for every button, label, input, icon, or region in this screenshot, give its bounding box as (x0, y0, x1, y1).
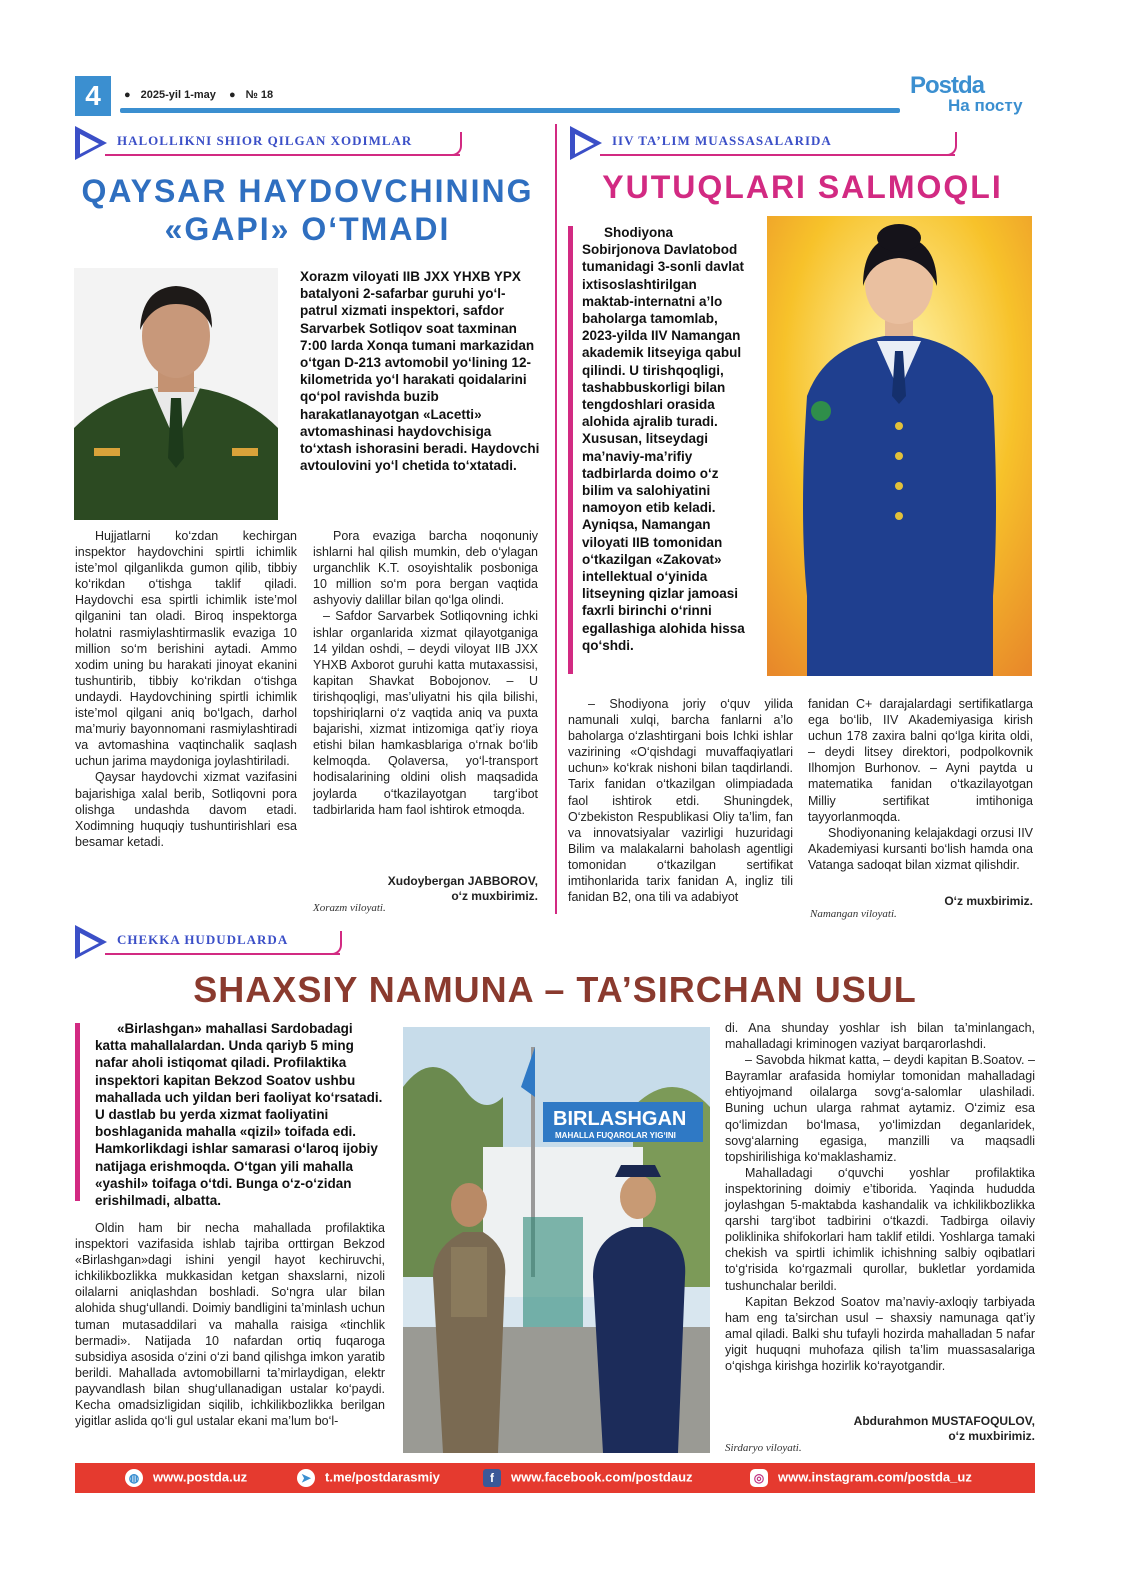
article3-col2: di. Ana shunday yoshlar ish bilan ta’minlangach, mahalladagi kriminogen vaziyat barqarorlashdi. – Savobda hikmat katta, – deydi kapitan B.Soatov. – Bayramlar arafasida homiylar tomonidan mahalladagi ehtiyojmand oilalarga sovg‘a-salomlar ulashiladi. Buning uchun ularga rahmat aytamiz. O‘zimiz esa qo‘limizdan bo‘lmasa, yo‘limizdan deganlaridek, sovg‘alarning egasiga, manzilli va maqsadli topshirilishiga ko‘maklashamiz. Mahalladagi o‘quvchi yoshlar profilaktika inspektorining doimiy e’tiborida. Yaqinda hududda joylashgan 5-maktabda kashandalik va ichkilikbozlikka qarshi targ‘ibot tadbirini o‘tkazdi. Tadbirga oilaviy poliklinika shifokorlari ham taklif etildi. Yoshlarga tamaki chekish va spirtli ichimlik ichishning salbiy oqibatlari to‘g‘risida ko‘rgazmali qurollar, bukletlar yordamida tushunchalar berildi. Kapitan Bekzod Soatov ma’naviy-axloqiy tarbiyada ham eng ta’sirchan usul – shaxsiy namunaga qat’iy amal qiladi. Balki shu tufayli hozirda mahalladan 5 nafar yigit huquqni muhofaza qilish ta’lim muassasalariga o‘qishga kirishga hozirlik ko‘rayotgandir. (725, 1021, 1035, 1373)
issue-date: 2025-yil 1-may (140, 89, 216, 101)
column-divider (555, 124, 557, 914)
article2-place: Namangan viloyati. (810, 908, 897, 920)
article1-col2: Pora evaziga barcha noqonuniy ishlarni hal qilish mumkin, deb o‘ylagan urganchlik K.T. osoyishtalik posboniga 10 million so‘m pora bergan vaqtida ashyoviy dalillar bilan qo‘lga olindi. – Safdor Sarvarbek Sotliqovning ichki ishlar organlarida xizmat qilayotganiga 14 yildan oshdi, – deydi viloyat IIB JXX YHXB Axborot guruhi katta mutaxassisi, kapitan Shavkat Bobojonov. – U tirishqoqligi, mas’uliyatni his qila bilishi, topshiriqlarni o‘z vaqtida aniq va puxta bajarishi, xizmat intizomiga qat’iy rioya etishi bilan hamkasblariga o‘rnak bo‘lib kelmoqda. Qolaversa, yo‘l-transport hodisalarining oldini olish maqsadida joylarda o‘tkazilayotgan targ‘ibot tadbirlarida ham faol ishtirok etmoqda. (313, 529, 538, 817)
page-number: 4 (75, 76, 111, 116)
issue-meta (124, 89, 283, 101)
rubric-article3 (75, 927, 340, 955)
footer-telegram[interactable]: ➤ t.me/postdarasmiy (297, 1469, 440, 1487)
rubric-article1 (75, 128, 460, 156)
mahalla-street-photo (403, 1027, 710, 1453)
instagram-icon: ◎ (750, 1469, 768, 1487)
article1-title: QAYSAR HAYDOVCHINING «GAPI» O‘TMADI (81, 173, 534, 247)
article3-title: SHAXSIY NAMUNA – TA’SIRCHAN USUL (193, 969, 917, 1010)
article3-lead: «Birlashgan» mahallasi Sardobadagi katta mahallalardan. Unda qariyb 5 ming nafar aholi istiqomat qiladi. Profilaktika inspektori kapitan Bekzod Soatov ushbu mahallada uch yildan beri faoliyat ko‘rsatadi. U dastlab bu yerda xizmat faoliyatini boshlaganida mahalla «qizil» toifada edi. Hamkorlikdagi ishlar samarasi o‘laroq ijobiy natijaga erishmoqda. O‘tgan yili mahalla «yashil» toifaga o‘tdi. Bunga o‘z-o‘zidan erishilmadi, albatta. (95, 1021, 383, 1209)
article2-col1: – Shodiyona joriy o‘quv yilida namunali xulqi, barcha fanlarni a’lo baholarga o‘zlashtirgani bois Ichki ishlar vazirining «O‘qishdagi muvaffaqiyatlari uchun» ko‘krak nishoni bilan taqdirlandi. Tarix fanidan o‘tkazilgan olimpiadada faol ishtirok etdi. Shuningdek, O‘zbekiston Respublikasi Oliy ta’lim, fan va innovatsiyalar vazirligi huzuridagi Bilim va malakalarni baholash agentligi tomonidan o‘tkazilgan sertifikat imtihonlarida tarix fanidan A, ingliz tili fanidan B2, ona tili va adabiyot (568, 697, 793, 905)
article3-place: Sirdaryo viloyati. (725, 1442, 802, 1454)
cadet-portrait-photo (767, 216, 1032, 676)
facebook-icon: f (483, 1469, 501, 1487)
article3-signature: Abdurahmon MUSTAFOQULOV, o‘z muxbirimiz. (853, 1414, 1035, 1443)
rubric-article2 (570, 128, 955, 156)
lead-accent-bar (568, 226, 573, 674)
lead-accent-bar (75, 1023, 80, 1201)
header-rule (120, 108, 900, 113)
globe-icon: ◍ (125, 1469, 143, 1487)
article1-place: Xorazm viloyati. (313, 902, 386, 914)
article1-col1: Hujjatlarni ko‘zdan kechirgan inspektor haydovchini spirtli ichimlik iste’mol qilganlikda gumon qilib, tibbiy ko‘rikdan o‘tishga taklif qiladi. Haydovchi esa spirtli ichimlik iste’mol qilganini tan oladi. Biroq inspektorga holatni rasmiylashtirmaslik evaziga 10 million so‘m berishini aytadi. Ammo xodim uning bu harakati jinoyat ekanini tushuntirib, tibbiy ko‘rikdan o‘tishga undaydi. Haydovchining spirtli ichimlik iste’mol qilgani aniq bo‘lgach, darhol ma’muriy bayonnomani rasmiylashtiradi va avtomashina vaqtinchalik saqlash uchun jarima maydoniga joylashtiriladi. Qaysar haydovchi xizmat vazifasini bajarishiga xalal berib, Sotliqovni pora olishga undashda davom etadi. Xodimning huquqiy tushuntirishlari esa besamar ketadi. (75, 529, 297, 849)
bullet-icon: ● (228, 89, 236, 101)
newspaper-logo: Postda (910, 72, 985, 99)
footer-instagram[interactable]: ◎ www.instagram.com/postda_uz (750, 1469, 972, 1487)
article2-title: YUTUQLARI SALMOQLI (602, 169, 1003, 205)
footer-bar (75, 1463, 1035, 1493)
issue-number: № 18 (245, 89, 274, 101)
officer-portrait-photo (74, 268, 278, 520)
footer-website[interactable]: ◍ www.postda.uz (125, 1469, 247, 1487)
telegram-icon: ➤ (297, 1469, 315, 1487)
mahalla-sign-subtext: MAHALLA FUQAROLAR YIG‘INI (555, 1131, 676, 1140)
rubric-label: IIV TA’LIM MUASSASALARIDA (612, 133, 832, 148)
bullet-icon: ● (124, 89, 131, 101)
footer-facebook[interactable]: f www.facebook.com/postdauz (483, 1469, 693, 1487)
rubric-label: CHEKKA HUDUDLARDA (117, 932, 289, 947)
rubric-label: HALOLLIKNI SHIOR QILGAN XODIMLAR (117, 133, 413, 148)
article2-lead: Shodiyona Sobirjonova Davlatobod tumanidagi 3-sonli davlat ixtisoslashtirilgan maktab-internatni a’lo baholarga tamomlab, 2023-yilda IIV Namangan akademik litseyiga qabul qilindi. U tirishqoqligi, tashabbuskorligi bilan tengdoshlari orasida alohida ajralib turadi. Xususan, litseydagi ma’naviy-ma’rifiy tadbirlarda doimo o‘z bilim va salohiyatini namoyon etib keladi. Ayniqsa, Namangan viloyati IIB tomonidan o‘tkazilgan «Zakovat» intellektual o‘yinida litseyning qizlar jamoasi faxrli birinchi o‘rinni egallashiga alohida hissa qo‘shdi. (582, 225, 745, 653)
article3-col1: Oldin ham bir necha mahallada profilaktika inspektori vazifasida ishlab tajriba orttirgan Bekzod «Birlashgan»dagi ishini yengil hayot kechiruvchi, ichkilikbozlikka mukkasidan ketgan shaxslarni, nizoli oilalarni aniqlashdan boshladi. So‘ngra ular bilan alohida shug‘ullandi. Doimiy bandligini ta’minlash uchun tuman mutasaddilari va mahalla raisiga «tinchlik bermadi». Natijada 10 nafardan ortiq fuqaroga subsidiya asosida o‘zini o‘zi band qilishga imkon yaratib berildi. Mahallada avtomobillarni ta’mirlaydigan, elektr payvandlash bilan shug‘ullanadigan ustalar ko‘paydi. Kecha omadsizligidan siqilib, ichkilikbozlikka berilgan yigitlar aslida qo‘li gul ustalar ekani ma’lum bo‘l- (75, 1221, 385, 1429)
article1-lead: Xorazm viloyati IIB JXX YHXB YPX batalyoni 2-safarbar guruhi yo‘l-patrul xizmati inspektori, safdor Sarvarbek Sotliqov soat taxminan 7:00 larda Xonqa tumani markazidan o‘tgan D-213 avtomobil yo‘lining 12-kilometrida yo‘l harakati qoidalarini qo‘pol ravishda buzib harakatlanayotgan «Lacetti» avtomashinasi haydovchisiga to‘xtash ishorasini beradi. Haydovchi avtoulovini yo‘l chetida to‘xtatadi. (300, 269, 540, 474)
mahalla-sign-text: BIRLASHGAN (553, 1108, 687, 1130)
article2-signature: O‘z muxbirimiz. (944, 894, 1033, 908)
article1-signature: Xudoybergan JABBOROV, o‘z muxbirimiz. (387, 874, 538, 903)
article2-col2: fanidan C+ darajalardagi sertifikatlarga ega bo‘lib, IIV Akademiyasiga kirish uchun 178 zaxira balni qo‘lga kirita oldi, – deydi litsey direktori, podpolkovnik Ilhomjon Burhonov. – Ayni paytda u matematika fanidan o‘tkazilayotgan Milliy sertifikat imtihoniga tayyorlanmoqda. Shodiyonaning kelajakdagi orzusi IIV Akademiyasi kursanti bo‘lish hamda ona Vatanga sadoqat bilan xizmat qilishdir. (808, 697, 1033, 872)
newspaper-logo-sub: На посту (948, 96, 1023, 115)
